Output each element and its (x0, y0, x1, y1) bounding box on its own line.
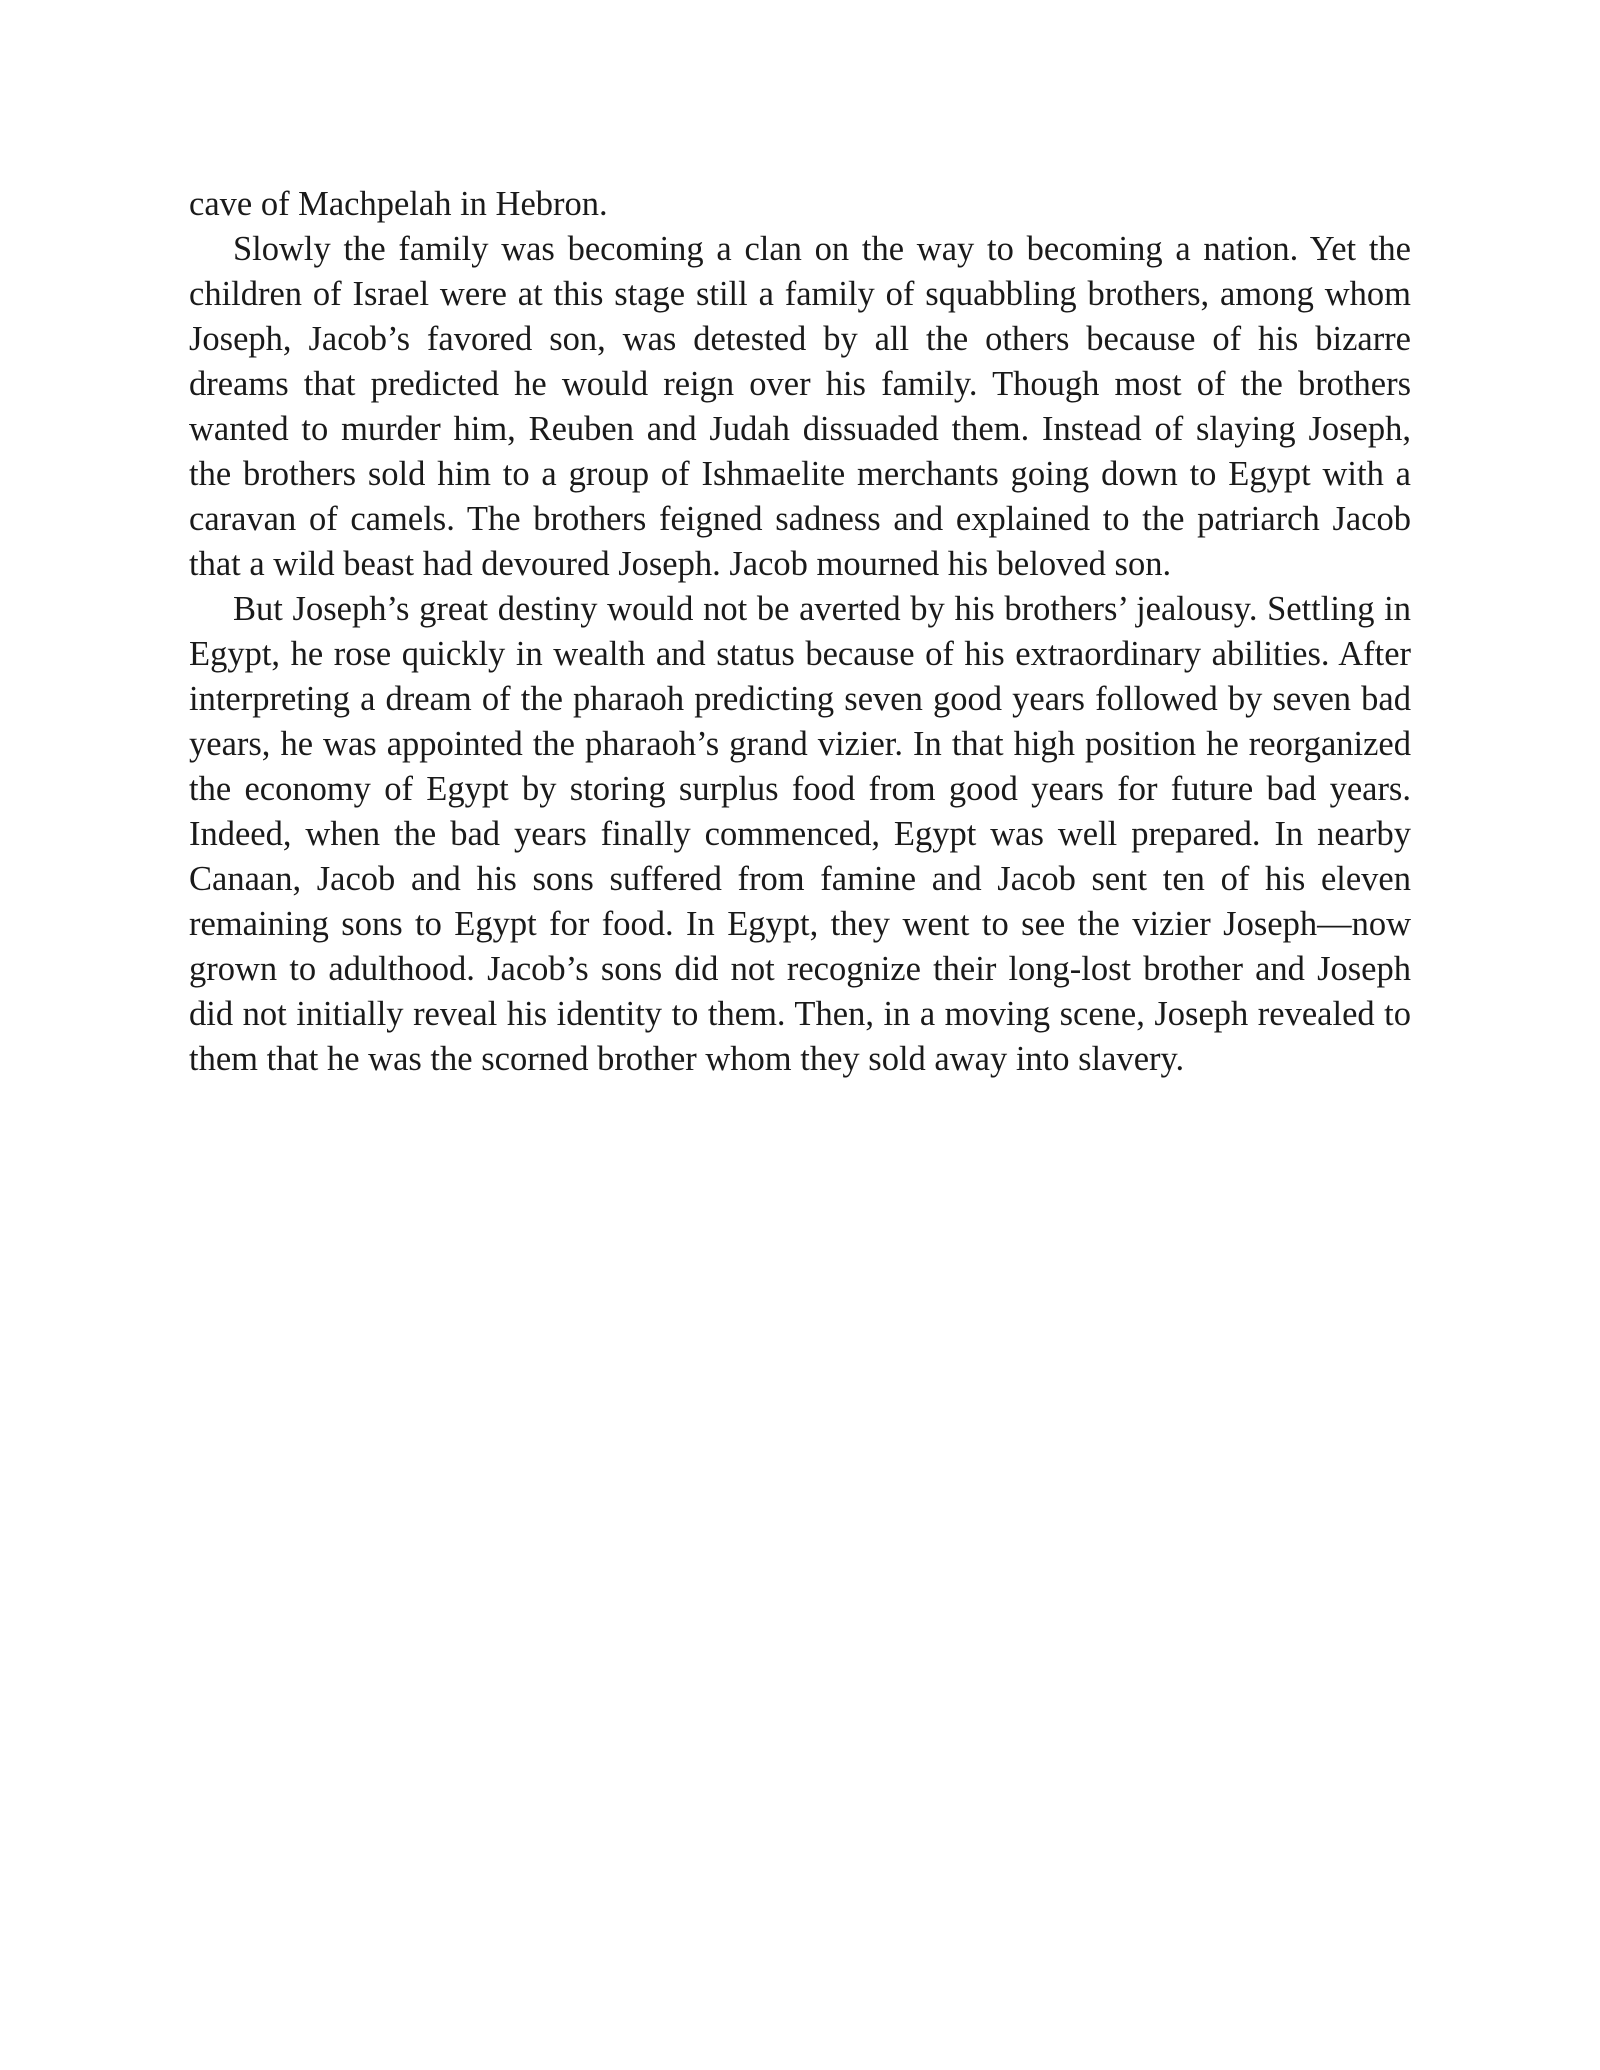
paragraph-family-clan: Slowly the family was becoming a clan on the way to becoming a nation. Yet the children of Israel were at this stage still a family of squabbling brothers, among whom Joseph, Jacob’s favored son, was detested by all the others because of his bizarre dreams that predicted he would reign over his family. Though most of the brothers wanted to murder him, Reuben and Judah dissuaded them. Instead of slaying Joseph, the brothers sold him to a group of Ishmaelite merchants going down to Egypt with a caravan of camels. The brothers feigned sadness and explained to the patriarch Jacob that a wild beast had devoured Joseph. Jacob mourned his beloved son. (189, 230, 1411, 583)
paragraph-continuation: cave of Machpelah in Hebron. (189, 185, 608, 223)
body-text (189, 182, 1411, 1082)
paragraph-joseph-destiny: But Joseph’s great destiny would not be averted by his brothers’ jealousy. Settling in Egypt, he rose quickly in wealth and status because of his extraordinary abilities. After interpreting a dream of the pharaoh predicting seven good years followed by seven bad years, he was appointed the pharaoh’s grand vizier. In that high position he reorganized the economy of Egypt by storing surplus food from good years for future bad years. Indeed, when the bad years finally commenced, Egypt was well prepared. In nearby Canaan, Jacob and his sons suffered from famine and Jacob sent ten of his eleven remaining sons to Egypt for food. In Egypt, they went to see the vizier Joseph—now grown to adulthood. Jacob’s sons did not recognize their long-lost brother and Joseph did not initially reveal his identity to them. Then, in a moving scene, Joseph revealed to them that he was the scorned brother whom they sold away into slavery. (189, 590, 1411, 1078)
